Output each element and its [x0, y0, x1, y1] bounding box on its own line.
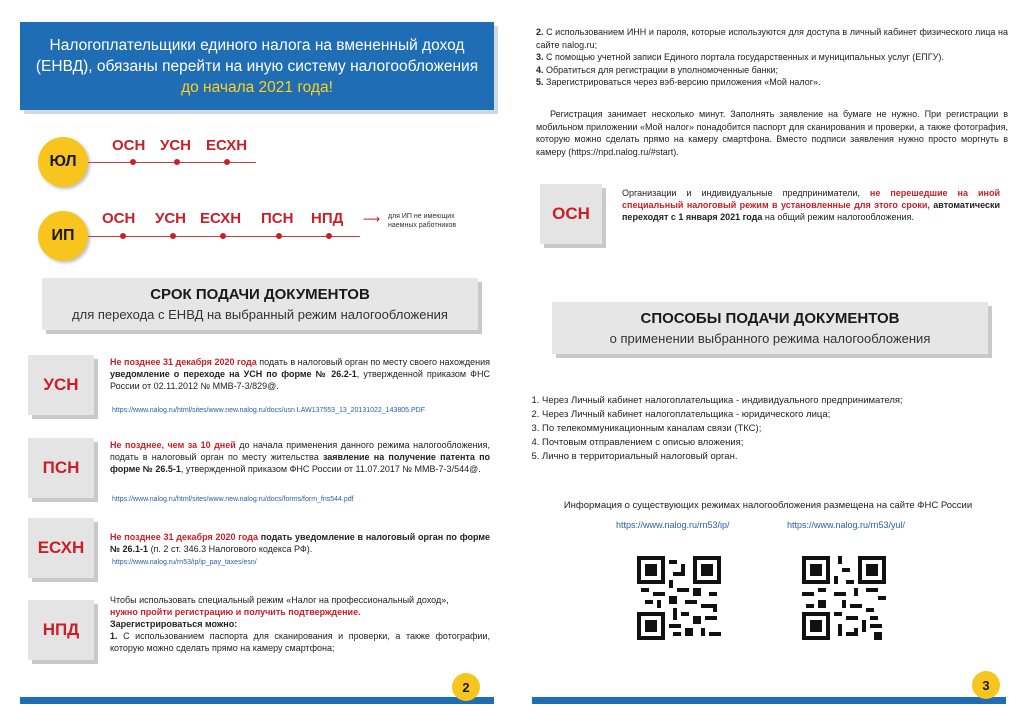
osn-text-part2: на общий режим налогообложения. — [762, 212, 914, 222]
npd-item-1-num: 1. — [110, 631, 118, 641]
psn-deadline: Не позднее, чем за 10 дней — [110, 440, 236, 450]
npd-item-1 — [110, 630, 490, 654]
usn-link[interactable]: https://www.nalog.ru/html/sites/www.new.nalog.ru/docs/usn LAW137553_13_20131022_143805.PDF — [112, 407, 425, 414]
reg-item-4-text: Обратиться для регистрации в уполномоченные банки; — [543, 64, 779, 75]
osn-text-part1: Организации и индивидуальные предприниматели, — [622, 188, 870, 198]
usn-text — [110, 356, 490, 392]
yul-regime-eshn: ЕСХН — [206, 137, 248, 154]
usn-text-part2: , утвержденной приказом ФНС России от 02.11.2012 № ММВ-7-3/829@. — [110, 369, 490, 391]
link-ip[interactable]: https://www.nalog.ru/rn53/ip/ — [616, 520, 730, 530]
reg-item-2-text: С использованием ИНН и пароля, которые используются для доступа в личный кабинет физического лица на сайте nalog.ru; — [536, 27, 1008, 50]
regime-dot — [220, 233, 226, 239]
right-page — [512, 0, 1024, 725]
reg-item-2-num: 2. — [536, 27, 544, 37]
npd-intro: Чтобы использовать специальный режим «Налог на профессиональный доход», — [110, 595, 449, 605]
page-number-2: 2 — [452, 673, 480, 701]
psn-text-part2: , утвержденной приказом ФНС России от 11.07.2017 № ММВ-7-3/544@. — [180, 464, 481, 474]
methods-title: СПОСОБЫ ПОДАЧИ ДОКУМЕНТОВ — [640, 310, 900, 327]
envd-banner — [20, 22, 494, 110]
methods-subtitle: о применении выбранного режима налогообложения — [609, 331, 931, 346]
eshn-deadline: Не позднее 31 декабря 2020 года — [110, 532, 258, 542]
deadline-subtitle: для перехода с ЕНВД на выбранный режим налогообложения — [72, 307, 448, 322]
osn-text — [622, 187, 1000, 223]
osn-tag: ОСН — [540, 184, 602, 244]
psn-text — [110, 439, 490, 475]
psn-form: заявление на получение патента по форме № 26.5-1 — [110, 452, 490, 474]
reg-item-5 — [536, 76, 1008, 89]
method-item: 2. Через Личный кабинет налогоплательщика - юридического лица; — [542, 408, 994, 422]
regime-dot — [224, 159, 230, 165]
npd-tag: НПД — [28, 600, 94, 660]
method-item: 4. Почтовым отправлением с описью вложения; — [542, 436, 994, 450]
reg-item-4 — [536, 64, 1008, 77]
reg-item-5-text: Зарегистрироваться через вэб-версию приложения «Мой налог». — [543, 77, 821, 87]
ip-regime-eshn: ЕСХН — [200, 210, 242, 227]
regime-dot — [130, 159, 136, 165]
ip-circle: ИП — [38, 211, 88, 261]
ip-regime-osn: ОСН — [102, 210, 136, 227]
reg-item-3 — [536, 51, 1008, 64]
banner-line-1: Налогоплательщики единого налога на вмененный доход — [49, 36, 465, 54]
deadline-header-box — [42, 278, 478, 330]
link-yul[interactable]: https://www.nalog.ru/rn53/yul/ — [787, 520, 906, 530]
usn-tag: УСН — [28, 355, 94, 415]
eshn-link[interactable]: https://www.nalog.ru/rn53/ip/ip_pay_taxes/esn/ — [112, 559, 257, 566]
reg-item-2 — [536, 26, 1008, 51]
method-item: 1. Через Личный кабинет налогоплательщика - индивидуального предпринимателя; — [542, 394, 994, 408]
reg-item-3-num: 3. — [536, 52, 544, 62]
yul-regime-usn: УСН — [160, 137, 191, 154]
ip-regime-usn: УСН — [155, 210, 186, 227]
osn-auto-switch: автоматически переходят с 1 января 2021 года — [622, 200, 1001, 222]
yul-regime-osn: ОСН — [112, 137, 146, 154]
deadline-title: СРОК ПОДАЧИ ДОКУМЕНТОВ — [150, 286, 370, 303]
page-number-3: 3 — [972, 671, 1000, 699]
psn-tag: ПСН — [28, 438, 94, 498]
eshn-text-part2: (п. 2 ст. 346.3 Налогового кодекса РФ). — [148, 544, 313, 554]
reg-item-3-text: С помощью учетной записи Единого портала государственных и муниципальных услуг (ЕПГУ). — [543, 52, 944, 62]
methods-list — [524, 394, 994, 464]
osn-not-switched: не перешедшие на иной специальный налоговый режим в установленные для этого сроки, — [622, 188, 1000, 210]
registration-methods-list — [536, 26, 1008, 89]
regime-dot — [170, 233, 176, 239]
yul-circle: ЮЛ — [38, 137, 88, 187]
usn-form: уведомление о переходе на УСН по форме № 26.2-1 — [110, 369, 357, 379]
method-item: 3. По телекоммуникационным каналам связи (ТКС); — [542, 422, 994, 436]
regime-dot — [326, 233, 332, 239]
regime-dot — [174, 159, 180, 165]
ip-regime-psn: ПСН — [261, 210, 294, 227]
npd-text — [110, 594, 490, 654]
arrow-right-icon: ⟶ — [363, 212, 381, 226]
method-item: 5. Лично в территориальный налоговый орган. — [542, 450, 994, 464]
regime-dot — [276, 233, 282, 239]
registration-paragraph: Регистрация занимает несколько минут. Заполнять заявление на бумаге не нужно. При регистрации в мобильном приложении «Мой налог» понадобится паспорт для сканирования и проверки, а также фотография, которую можно сделать прямо на камеру смартфона. Вместо подписи заявления нужно просто моргнуть в камеру (https://npd.nalog.ru/#start). — [536, 109, 1008, 157]
reg-item-5-num: 5. — [536, 77, 544, 87]
psn-text-part1: до начала применения данного режима налогообложения, подать в налоговый орган по месту жительства — [110, 440, 490, 462]
banner-line-2: (ЕНВД), обязаны перейти на иную систему налогообложения — [35, 57, 479, 75]
usn-deadline: Не позднее 31 декабря 2020 года — [110, 357, 257, 367]
eshn-form: подать уведомление в налоговый орган по форме № 26.1-1 — [110, 532, 490, 554]
ip-regime-npd: НПД — [311, 210, 344, 227]
eshn-tag: ЕСХН — [28, 518, 94, 578]
banner-line-3: до начала 2021 года! — [181, 78, 333, 96]
qr-code-yul — [802, 556, 886, 640]
npd-item-1-text: С использованием паспорта для сканирования и проверки, а также фотографии, которую можно сделать прямо на камеру смартфона; — [110, 631, 490, 653]
usn-text-part1: подать в налоговый орган по месту своего нахождения — [256, 357, 490, 367]
footer-bar-right — [532, 697, 1006, 704]
footer-bar-left — [20, 697, 494, 704]
npd-register-heading: Зарегистрироваться можно: — [110, 619, 238, 629]
eshn-text — [110, 531, 490, 555]
regime-dot — [120, 233, 126, 239]
fns-info: Информация о существующих режимах налогообложения размещена на сайте ФНС России — [563, 500, 973, 511]
ip-npd-note: для ИП не имеющих наемных работников — [388, 213, 457, 229]
psn-link[interactable]: https://www.nalog.ru/html/sites/www.new.nalog.ru/docs/forms/form_fns544.pdf — [112, 496, 354, 503]
yul-regime-line — [88, 162, 256, 163]
qr-code-ip — [637, 556, 721, 640]
methods-header-box — [552, 302, 988, 354]
npd-registration-required: нужно пройти регистрацию и получить подтверждение. — [110, 607, 361, 617]
reg-item-4-num: 4. — [536, 64, 544, 75]
